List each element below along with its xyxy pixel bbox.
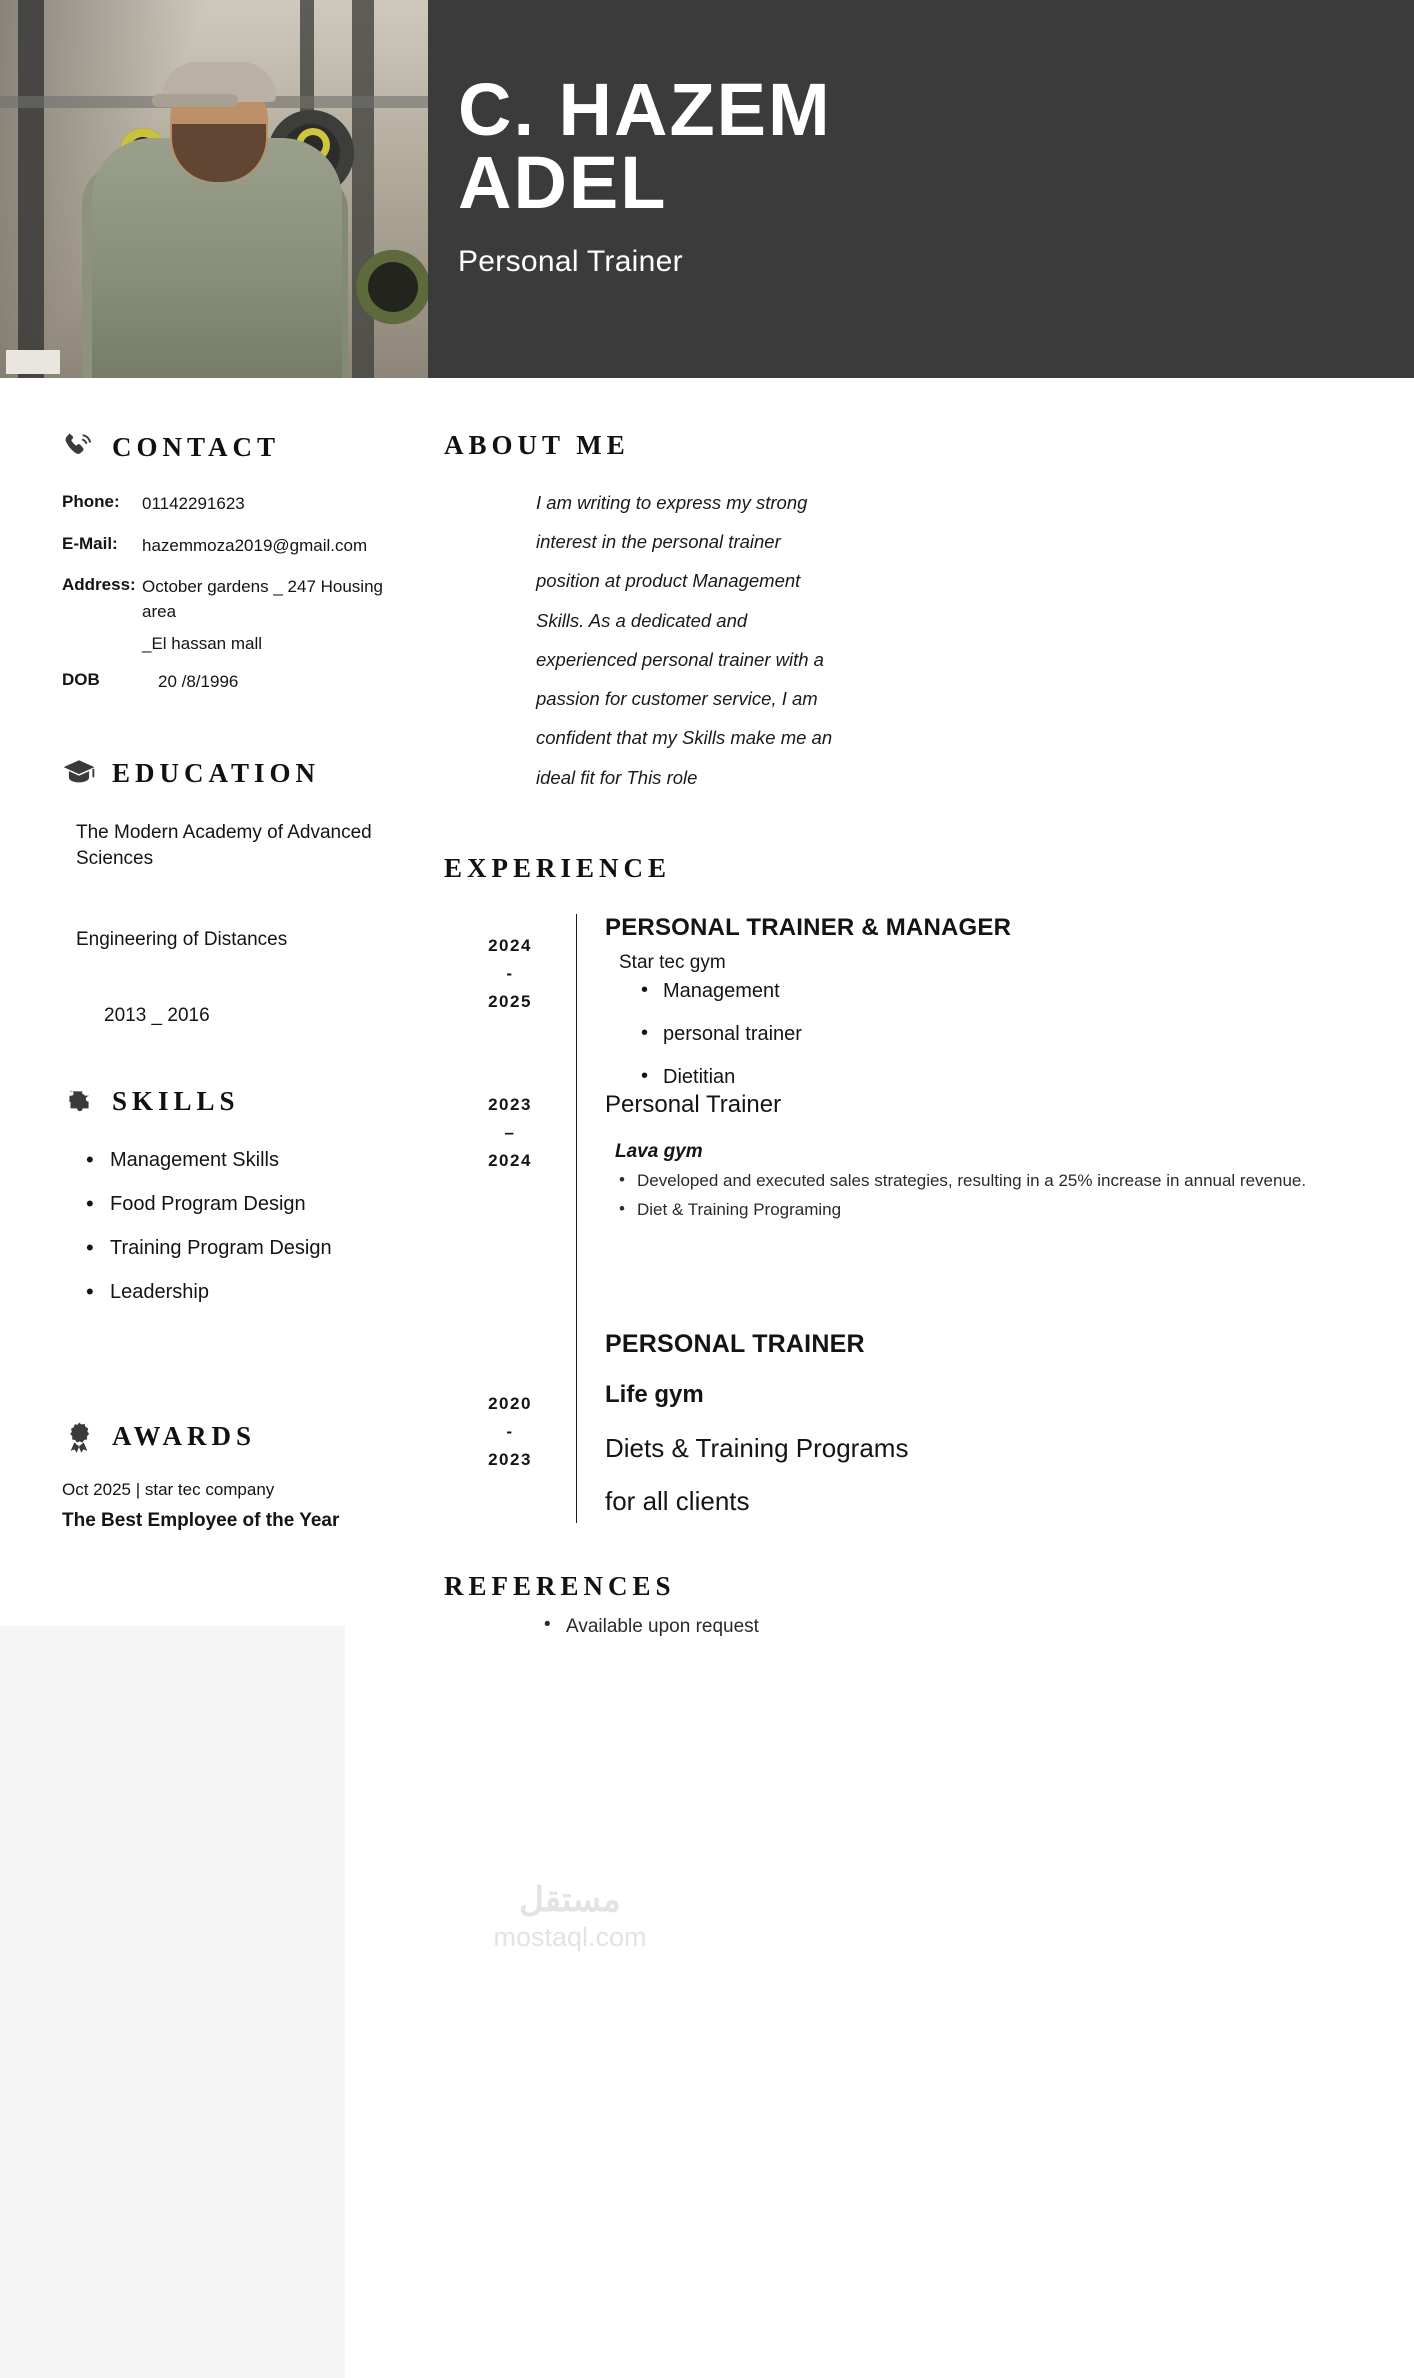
skill-item: • Training Program Design (82, 1237, 408, 1260)
skills-section-header (62, 1085, 408, 1119)
date-dash: – (504, 1122, 516, 1142)
education-item: Engineering of Distances (76, 929, 288, 951)
experience-entry (444, 1069, 1378, 1337)
address-label: Address: (62, 575, 136, 595)
left-column (0, 378, 428, 1638)
job-description-line: Diets & Training Programs (605, 1433, 909, 1464)
paper-sheet (6, 350, 60, 374)
date-dash: - (506, 963, 514, 983)
weight-plate (356, 250, 428, 324)
right-column (428, 378, 1414, 1638)
job-company: Star tec gym (619, 951, 726, 973)
experience-list (444, 914, 1378, 1524)
skills-title: SKILLS (112, 1086, 240, 1117)
education-item: The Modern Academy of Advanced Sciences (76, 822, 372, 869)
job-title: PERSONAL TRAINER (605, 1330, 865, 1359)
date-end: 2023 (488, 1450, 532, 1470)
experience-dates (444, 1069, 576, 1337)
contact-row-email (62, 534, 408, 559)
page-title (458, 68, 1414, 224)
references-title: REFERENCES (444, 1571, 676, 1602)
skill-item: • Leadership (82, 1281, 408, 1304)
experience-details (576, 1330, 1378, 1523)
job-description-line: for all clients (605, 1486, 750, 1517)
reference-item: • Available upon request (544, 1616, 1378, 1638)
education-item: 2013 _ 2016 (104, 1005, 210, 1027)
award-name: The Best Employee of the Year (62, 1509, 340, 1531)
awards-panel-background (0, 1626, 345, 2378)
education-list (62, 820, 408, 1029)
contact-section-header (62, 430, 408, 464)
experience-title: EXPERIENCE (444, 852, 672, 883)
skills-list (62, 1149, 408, 1304)
contact-row-address (62, 575, 408, 624)
experience-details (576, 1069, 1378, 1337)
puzzle-icon (62, 1085, 96, 1119)
job-bullet: • Dietitian (641, 1066, 1378, 1089)
email-label: E-Mail: (62, 533, 118, 553)
person-cap-brim (152, 94, 238, 107)
gym-rack-left (18, 0, 44, 378)
phone-icon (62, 430, 96, 464)
experience-entry (444, 1330, 1378, 1523)
date-start: 2024 (488, 935, 532, 955)
address-value: October gardens _ 247 Housing area (142, 577, 383, 621)
job-bullet: • Developed and executed sales strategies, resulting in a 25% increase in annual revenue. (619, 1169, 1378, 1193)
person-figure (92, 66, 342, 378)
awards-section-header (62, 1420, 408, 1454)
gym-rack-right (352, 0, 374, 378)
about-title: ABOUT ME (444, 430, 630, 460)
date-end: 2024 (488, 1150, 532, 1170)
job-bullet: • personal trainer (641, 1023, 1378, 1046)
date-start: 2020 (488, 1394, 532, 1414)
job-title: Personal Trainer (605, 1090, 782, 1118)
name-line-2: ADEL (458, 140, 668, 224)
resume-header (0, 0, 1414, 378)
contact-row-dob (62, 670, 408, 695)
contact-list (62, 492, 408, 694)
date-dash: - (506, 1422, 514, 1442)
name-block (428, 0, 1414, 378)
job-title: PERSONAL TRAINER & MANAGER (605, 913, 1012, 941)
awards-body (62, 1480, 408, 1532)
phone-value: 01142291623 (142, 494, 245, 513)
about-section-header (444, 430, 1378, 461)
awards-title: AWARDS (112, 1421, 257, 1452)
experience-section-header (444, 853, 1378, 884)
skill-item: • Food Program Design (82, 1193, 408, 1216)
skill-item: • Management Skills (82, 1149, 408, 1172)
job-bullet: • Diet & Training Programing (619, 1198, 1378, 1222)
job-bullet-list (605, 1169, 1378, 1222)
contact-title: CONTACT (112, 431, 281, 462)
job-bullet: • Management (641, 980, 1378, 1003)
contact-row-phone (62, 492, 408, 517)
date-end: 2025 (488, 991, 532, 1011)
job-company: Lava gym (615, 1140, 703, 1162)
profile-photo (0, 0, 428, 378)
resume-body (0, 378, 1414, 1638)
email-value: hazemmoza2019@gmail.com (142, 535, 368, 555)
education-title: EDUCATION (112, 757, 321, 788)
references-section-header (444, 1571, 1378, 1602)
watermark-latin: mostaql.com (493, 1922, 647, 1952)
education-section-header (62, 756, 408, 790)
watermark (455, 1880, 685, 1953)
award-meta: Oct 2025 | star tec company (62, 1479, 275, 1499)
watermark-arabic: مستقل (519, 1881, 621, 1919)
dob-value: 20 /8/1996 (158, 671, 239, 691)
phone-label: Phone: (62, 492, 120, 511)
references-list (444, 1616, 1378, 1638)
address-value-line2: _El hassan mall (142, 633, 263, 653)
experience-dates (444, 1330, 576, 1523)
graduation-cap-icon (62, 756, 96, 790)
name-line-1: C. HAZEM (458, 68, 832, 151)
about-text: I am writing to express my strong interest in the personal trainer position at product Management Skills. As a dedicated and experienced personal trainer with a passion for customer service, I am confident that my Skills make me an ideal fit for This role (536, 492, 833, 788)
date-start: 2023 (488, 1094, 532, 1114)
job-company: Life gym (605, 1381, 704, 1409)
job-role: Personal Trainer (458, 245, 683, 279)
dob-label: DOB (62, 669, 100, 689)
award-ribbon-icon (62, 1420, 96, 1454)
